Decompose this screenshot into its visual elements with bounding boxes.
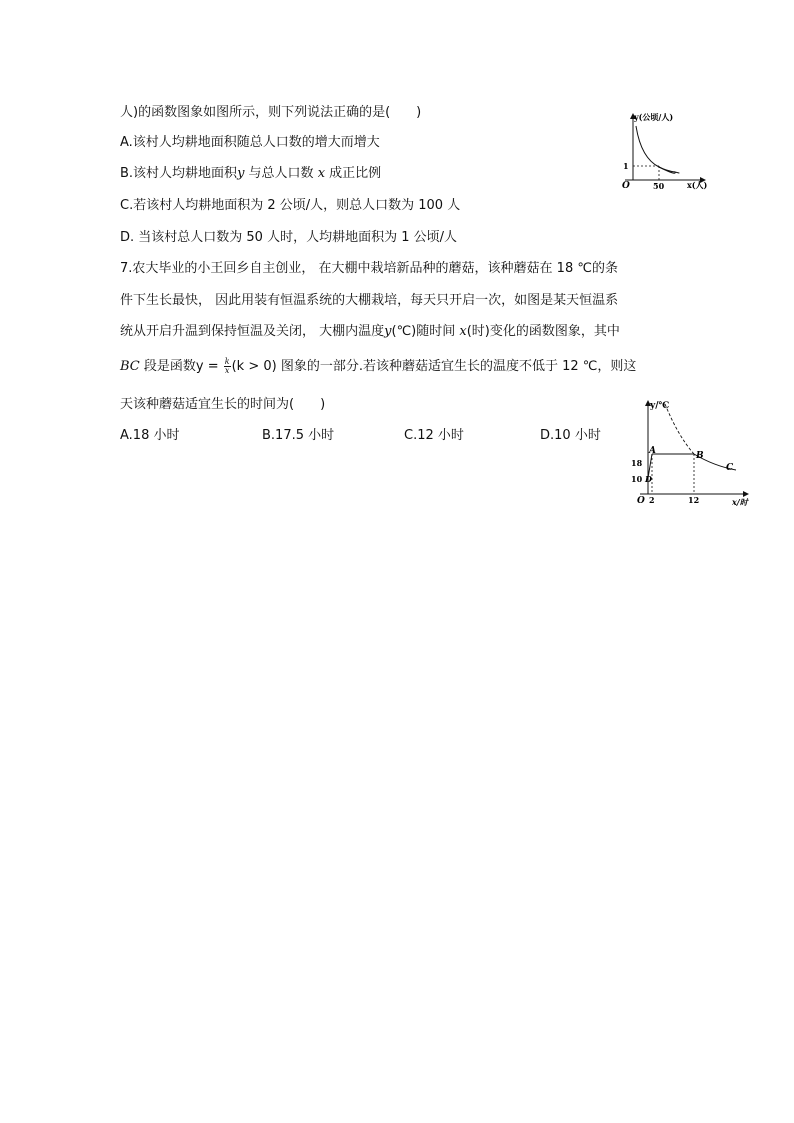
- q7-fraction: [224, 358, 231, 375]
- q7-line-3-var-x: x: [459, 324, 467, 339]
- q6-option-b: [120, 165, 381, 183]
- q6-option-b-text-2: 与总人口数: [244, 166, 318, 181]
- q7-point-b-label: B: [696, 451, 704, 461]
- q7-line-4-var-bc: BC: [120, 359, 140, 374]
- q7-line-3-text-3: (时)变化的函数图象，其中: [466, 324, 620, 339]
- q7-line-4-text-2: (k > 0) 图象的一部分.若该种蘑菇适宜生长的温度不低于 12 ℃，则这: [231, 359, 637, 374]
- q7-point-c-label: C: [726, 463, 734, 473]
- q6-option-b-text-3: 成正比例: [325, 166, 382, 181]
- q7-tick-y-18: 18: [631, 458, 643, 468]
- q6-x-axis-label: x(人): [687, 180, 708, 190]
- q7-line-3-var-y: y: [384, 324, 392, 339]
- q6-option-a: A.该村人均耕地面积随总人口数的增大而增大: [120, 135, 380, 150]
- q7-tick-y-10: 10: [631, 474, 643, 484]
- q7-line-3-text-1: 统从开启升温到保持恒温及关闭， 大棚内温度: [120, 324, 385, 339]
- q7-line-3: [120, 323, 620, 341]
- q7-function-graph: [628, 396, 754, 510]
- q6-option-b-text-1: B.该村人均耕地面积: [120, 166, 238, 181]
- q7-origin-label: O: [637, 496, 645, 506]
- q7-fraction-numerator: k: [224, 357, 230, 366]
- q6-option-d: D. 当该村总人口数为 50 人时，人均耕地面积为 1 公顷/人: [120, 230, 457, 245]
- q7-tick-x-2: 2: [649, 495, 655, 505]
- q7-line-4: [120, 358, 636, 376]
- q7-line-2: 件下生长最快， 因此用装有恒温系统的大棚栽培，每天只开启一次，如图是某天恒温系: [120, 293, 619, 308]
- q6-y-axis-label: y(公顷/人): [634, 112, 674, 122]
- q7-point-a-label: A: [649, 446, 656, 456]
- q6-option-b-var-x: x: [317, 166, 326, 181]
- q7-line-5: 天该种蘑菇适宜生长的时间为( ): [120, 397, 326, 412]
- q7-option-d: D.10 小时: [540, 428, 601, 443]
- q7-x-axis-label: x/时: [732, 497, 748, 507]
- q7-tick-x-12: 12: [688, 495, 700, 505]
- q7-point-d-label: D: [645, 474, 652, 484]
- q7-line-4-text-1: 段是函数y =: [139, 359, 223, 374]
- q6-stem-tail: 人)的函数图象如图所示，则下列说法正确的是( ): [120, 105, 422, 120]
- q6-function-graph: [615, 108, 715, 196]
- q7-line-1: 7.农大毕业的小王回乡自主创业， 在大棚中栽培新品种的蘑菇，该种蘑菇在 18 ℃的条: [120, 261, 618, 276]
- q7-y-axis-label: y/℃: [650, 401, 670, 411]
- q7-fraction-denominator: x: [224, 366, 230, 375]
- q7-option-b: B.17.5 小时: [262, 428, 335, 443]
- q6-tick-y-1: 1: [623, 161, 629, 171]
- q6-option-b-var-y: y: [237, 166, 245, 181]
- q6-origin-label: O: [622, 181, 630, 191]
- q7-option-a: A.18 小时: [120, 428, 180, 443]
- q6-tick-x-50: 50: [653, 181, 665, 191]
- q7-line-3-text-2: (℃)随时间: [391, 324, 460, 339]
- q7-option-c: C.12 小时: [404, 428, 464, 443]
- q6-option-c: C.若该村人均耕地面积为 2 公顷/人，则总人口数为 100 人: [120, 198, 461, 213]
- q7-dashed-curve: [665, 404, 694, 454]
